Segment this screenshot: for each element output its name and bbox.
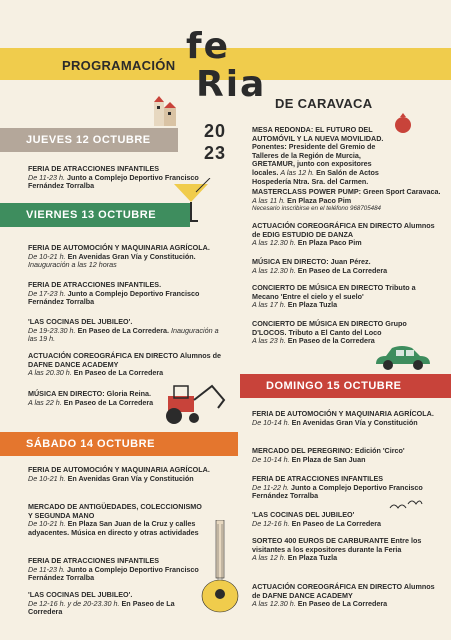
year <box>204 120 226 164</box>
header-programacion: PROGRAMACIÓN <box>62 58 176 73</box>
event-item: MÚSICA EN DIRECTO: Juan Pérez. A las 12.30 h. En Paseo de La Corredera <box>252 257 388 275</box>
year-bottom: 23 <box>204 143 227 163</box>
day-band-viernes: VIERNES 13 OCTUBRE <box>0 203 190 227</box>
event-item: 'LAS COCINAS DEL JUBILEO' De 12-16 h. En Paseo de La Corredera <box>252 510 382 528</box>
event-item: MERCADO DEL PEREGRINO: Edición 'Circo' De 10-14 h. En Plaza de San Juan <box>252 446 405 464</box>
event-item: FERIA DE ATRACCIONES INFANTILES De 11-23 h. Junto a Complejo Deportivo Francisco Fernández Torralba <box>28 164 199 191</box>
event-item: MASTERCLASS POWER PUMP: Green Sport Caravaca. A las 11 h. En Plaza Paco Pim Necesario inscribirse en el teléfono 968705484 <box>252 187 441 213</box>
header-de-caravaca: DE CARAVACA <box>275 96 373 111</box>
event-item: MESA REDONDA: EL FUTURO DEL AUTOMÓVIL Y LA NUEVA MOVILIDAD. Ponentes: Presidente del Gremio de Talleres de la Región de Murcia, GRETAMUR, junto con expositores locales. A las 12 h. En Salón de Actos Hospedería Ntra. Sra. del Carmen. <box>252 125 384 186</box>
day-band-sabado: SÁBADO 14 OCTUBRE <box>0 432 238 456</box>
day-band-domingo: DOMINGO 15 OCTUBRE <box>240 374 451 398</box>
event-item: MÚSICA EN DIRECTO: Gloria Reina. A las 22 h. En Paseo de La Corredera <box>28 389 154 407</box>
event-item: CONCIERTO DE MÚSICA EN DIRECTO Tributo a Mecano 'Entre el cielo y el suelo' A las 17 h. En Plaza Tuzla <box>252 283 416 310</box>
logo-line-2: Ria <box>196 64 267 105</box>
event-item: FERIA DE AUTOMOCIÓN Y MAQUINARIA AGRÍCOLA. De 10-14 h. En Avenidas Gran Vía y Constitución <box>252 409 434 427</box>
event-item: FERIA DE ATRACCIONES INFANTILES. De 17-23 h. Junto a Complejo Deportivo Francisco Fernández Torralba <box>28 280 200 307</box>
logo-line-1: fe <box>186 26 231 67</box>
car-icon <box>372 342 434 372</box>
event-item: 'LAS COCINAS DEL JUBILEO'. De 19-23.30 h. En Paseo de La Corredera. Inauguración a las 19 h. <box>28 317 219 344</box>
day-band-jueves: JUEVES 12 OCTUBRE <box>0 128 178 152</box>
event-item: CONCIERTO DE MÚSICA EN DIRECTO Grupo D'LOCOS. Tributo a El Canto del Loco A las 23 h. En Paseo de la Corredera <box>252 319 407 346</box>
feria-logo <box>186 28 266 104</box>
event-item: FERIA DE ATRACCIONES INFANTILES De 11-23 h. Junto a Complejo Deportivo Francisco Fernández Torralba <box>28 556 199 583</box>
houses-icon <box>150 92 178 126</box>
event-item: ACTUACIÓN COREOGRÁFICA EN DIRECTO Alumnos de EDIG ESTUDIO DE DANZA A las 12.30 h. En Plaza Paco Pim <box>252 221 435 248</box>
event-item: 'LAS COCINAS DEL JUBILEO'. De 12-16 h. y de 20-23.30 h. En Paseo de La Corredera <box>28 590 175 617</box>
event-item: MERCADO DE ANTIGÜEDADES, COLECCIONISMO Y SEGUNDA MANO De 10-21 h. En Plaza San Juan de la Cruz y calles adyacentes. Música en directo y otras actividades <box>28 502 202 537</box>
event-item: ACTUACIÓN COREOGRÁFICA EN DIRECTO Alumnos de DAFNE DANCE ACADEMY A las 12.30 h. En Paseo de La Corredera <box>252 582 435 609</box>
event-item: SORTEO 400 EUROS DE CARBURANTE Entre los visitantes a los expositores durante la Feria A las 12 h. En Plaza Tuzla <box>252 536 422 563</box>
pomegranate-icon <box>392 112 414 134</box>
year-top: 20 <box>204 121 227 141</box>
guitar-icon <box>196 520 244 614</box>
event-item: FERIA DE ATRACCIONES INFANTILES De 11-22 h. Junto a Complejo Deportivo Francisco Fernández Torralba <box>252 474 423 501</box>
event-item: FERIA DE AUTOMOCIÓN Y MAQUINARIA AGRÍCOLA. De 10-21 h. En Avenidas Gran Vía y Constitución <box>28 465 210 483</box>
event-item: FERIA DE AUTOMOCIÓN Y MAQUINARIA AGRÍCOLA. De 10-21 h. En Avenidas Gran Vía y Constitución. Inauguración a las 12 horas <box>28 243 210 270</box>
event-item: ACTUACIÓN COREOGRÁFICA EN DIRECTO Alumnos de DAFNE DANCE ACADEMY A las 20.30 h. En Paseo de La Corredera <box>28 351 222 378</box>
